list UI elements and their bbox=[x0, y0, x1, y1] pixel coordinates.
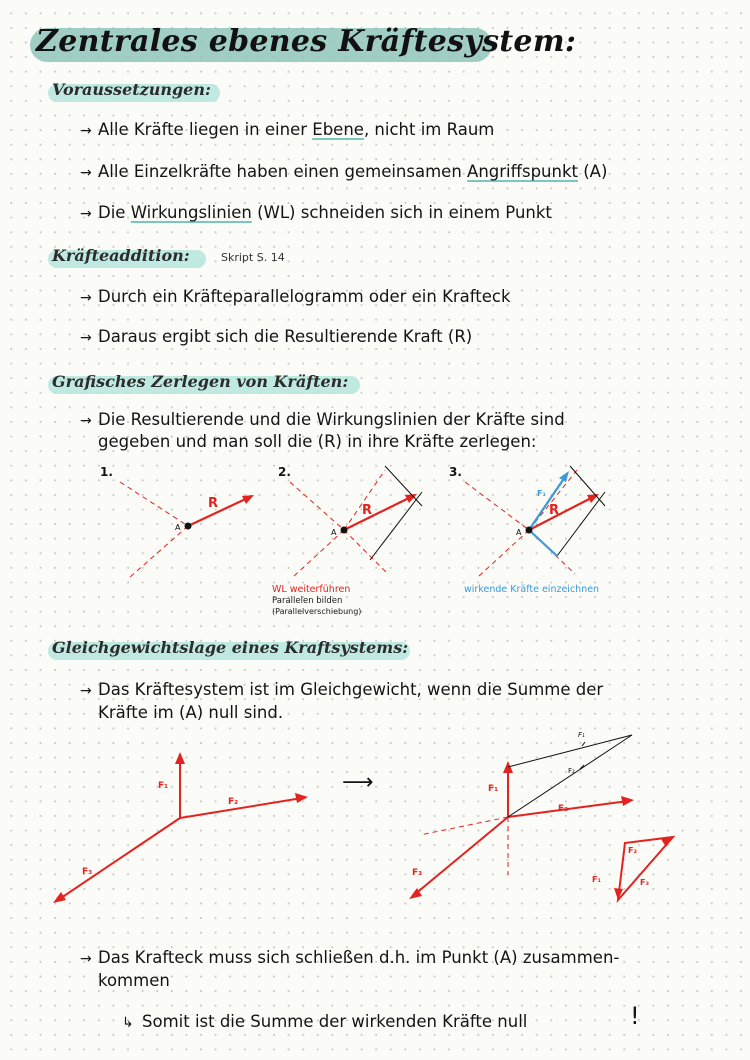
resultant-label: R bbox=[208, 496, 219, 511]
step-number: 1. bbox=[100, 465, 113, 479]
section-heading-zerlegen: Grafisches Zerlegen von Kräften: bbox=[52, 372, 349, 391]
label-f2: F₂ bbox=[558, 804, 569, 814]
arrow-icon: → bbox=[80, 123, 92, 139]
diagram-parallelogram bbox=[400, 725, 700, 925]
arrow-icon: → bbox=[80, 951, 92, 967]
bullet-ebene bbox=[80, 120, 494, 139]
resultant-label: R bbox=[362, 503, 373, 518]
point-a bbox=[185, 523, 192, 530]
bullet-text: , nicht im Raum bbox=[363, 120, 495, 139]
bullet-text: Das Kräftesystem ist im Gleichgewicht, wenn die Summe der bbox=[98, 680, 604, 699]
bullet-krafteck-line1 bbox=[80, 948, 619, 967]
component-force-2 bbox=[529, 530, 557, 556]
bullet-zerlegen-line2: gegeben und man soll die (R) in ihre Kräfte zerlegen: bbox=[98, 432, 537, 451]
section-heading-kraefteaddition: Kräfteaddition: bbox=[52, 246, 190, 265]
triangle-label-f2: F₂ bbox=[628, 846, 637, 855]
line-of-action bbox=[420, 817, 508, 835]
triangle-label-f3: F₃ bbox=[640, 878, 649, 887]
point-a-label: A bbox=[516, 528, 522, 537]
step-number: 2. bbox=[278, 465, 291, 479]
page-title: Zentrales ebenes Kräftesystem: bbox=[36, 24, 577, 59]
label-f3: F₃ bbox=[82, 867, 93, 877]
step-number: 3. bbox=[449, 465, 462, 479]
label-f2-small: F₂ bbox=[568, 767, 575, 775]
point-a bbox=[526, 527, 533, 534]
bullet-text: Alle Kräfte liegen in einer bbox=[98, 120, 313, 139]
bullet-text: Die Resultierende und die Wirkungslinien der Kräfte sind bbox=[98, 410, 565, 429]
diagram-force-system bbox=[40, 740, 330, 920]
line-of-action-2 bbox=[130, 526, 188, 577]
caption-black-2: (Parallelverschiebung) bbox=[272, 607, 362, 616]
bullet-parallelogramm bbox=[80, 287, 511, 306]
section-heading-voraussetzungen: Voraussetzungen: bbox=[52, 80, 211, 99]
underlined-term: Angriffspunkt bbox=[467, 162, 578, 181]
arrow-icon: → bbox=[80, 330, 92, 346]
bullet-text: (WL) schneiden sich in einem Punkt bbox=[251, 203, 552, 222]
arrow-icon: → bbox=[80, 683, 92, 699]
label-f3: F₃ bbox=[412, 868, 423, 878]
bullet-gleichgewicht-line2: Kräfte im (A) null sind. bbox=[98, 703, 284, 722]
conclusion-text: Somit ist die Summe der wirkenden Kräfte null bbox=[142, 1012, 528, 1031]
return-arrow-icon: ↳ bbox=[122, 1015, 134, 1031]
label-f1: F₁ bbox=[158, 781, 169, 791]
parallel-line bbox=[557, 492, 605, 556]
label-f1: F₁ bbox=[488, 784, 499, 794]
bullet-text: Das Krafteck muss sich schließen d.h. im Punkt (A) zusammen- bbox=[98, 948, 620, 967]
bullet-resultierende bbox=[80, 327, 472, 346]
arrowhead bbox=[175, 752, 185, 764]
force-f2 bbox=[180, 798, 302, 818]
line-of-action-2 bbox=[294, 530, 344, 576]
caption-blue: wirkende Kräfte einzeichnen bbox=[464, 584, 600, 595]
label-f2: F₂ bbox=[228, 797, 239, 807]
resultant-vector bbox=[529, 495, 597, 530]
bullet-wirkungslinien bbox=[80, 203, 552, 222]
diagonal-line bbox=[508, 735, 632, 817]
arrowhead bbox=[295, 793, 308, 803]
bullet-text: Alle Einzelkräfte haben einen gemeinsamen bbox=[98, 162, 468, 181]
line-of-action-2 bbox=[479, 530, 529, 576]
caption-black-1: Parallelen bilden bbox=[272, 596, 343, 606]
line-of-action-1 bbox=[120, 482, 188, 526]
diagram-step-1 bbox=[90, 462, 270, 592]
component-force-1 bbox=[529, 474, 567, 530]
resultant-vector bbox=[344, 495, 415, 530]
point-a bbox=[341, 527, 348, 534]
bullet-text: (A) bbox=[578, 162, 608, 181]
conclusion bbox=[122, 1012, 527, 1031]
point-a-label: A bbox=[331, 528, 337, 537]
arrow-icon: → bbox=[80, 290, 92, 306]
force-triangle bbox=[618, 837, 673, 900]
label-f1-small: F₁ bbox=[578, 731, 585, 739]
force-f3 bbox=[58, 818, 180, 900]
resultant-vector bbox=[188, 496, 252, 526]
arrow-icon: → bbox=[80, 165, 92, 181]
arrowhead bbox=[614, 888, 623, 900]
arrowhead bbox=[621, 796, 634, 806]
force-f3 bbox=[414, 817, 508, 895]
bullet-zerlegen-line1 bbox=[80, 410, 565, 429]
section-heading-gleichgewicht: Gleichgewichtslage eines Kraftsystems: bbox=[52, 638, 409, 657]
arrow-icon: → bbox=[80, 206, 92, 222]
underlined-term: Wirkungslinien bbox=[130, 203, 252, 222]
diagram-step-2 bbox=[270, 462, 440, 592]
diagram-step-3 bbox=[445, 462, 625, 592]
transition-arrow-icon: ⟶ bbox=[342, 770, 374, 795]
triangle-label-f1: F₁ bbox=[592, 875, 601, 884]
underlined-term: Ebene bbox=[312, 120, 364, 139]
line-of-action-1 bbox=[465, 482, 529, 530]
parallel-line bbox=[508, 735, 632, 767]
resultant-label: R bbox=[549, 503, 560, 518]
parallel-line bbox=[370, 492, 422, 560]
bullet-angriffspunkt bbox=[80, 162, 607, 181]
arrowhead bbox=[559, 471, 569, 482]
force-label: F₁ bbox=[537, 489, 546, 498]
caption-red: WL weiterführen bbox=[272, 584, 351, 595]
line-of-action-1 bbox=[290, 482, 344, 530]
bullet-krafteck-line2: kommen bbox=[98, 971, 170, 990]
arrowhead bbox=[53, 892, 66, 903]
exclamation-mark: ! bbox=[630, 1002, 640, 1030]
extended-line bbox=[344, 530, 388, 574]
arrow-icon: → bbox=[80, 413, 92, 429]
tick-mark bbox=[582, 742, 585, 746]
bullet-text: Daraus ergibt sich die Resultierende Kraft (R) bbox=[98, 327, 473, 346]
bullet-gleichgewicht-line1 bbox=[80, 680, 603, 699]
bullet-text: Durch ein Kräfteparallelogramm oder ein Krafteck bbox=[98, 287, 511, 306]
arrowhead bbox=[242, 495, 254, 504]
point-a-label: A bbox=[175, 523, 181, 532]
script-reference: Skript S. 14 bbox=[221, 251, 285, 264]
bullet-text: Die bbox=[98, 203, 131, 222]
